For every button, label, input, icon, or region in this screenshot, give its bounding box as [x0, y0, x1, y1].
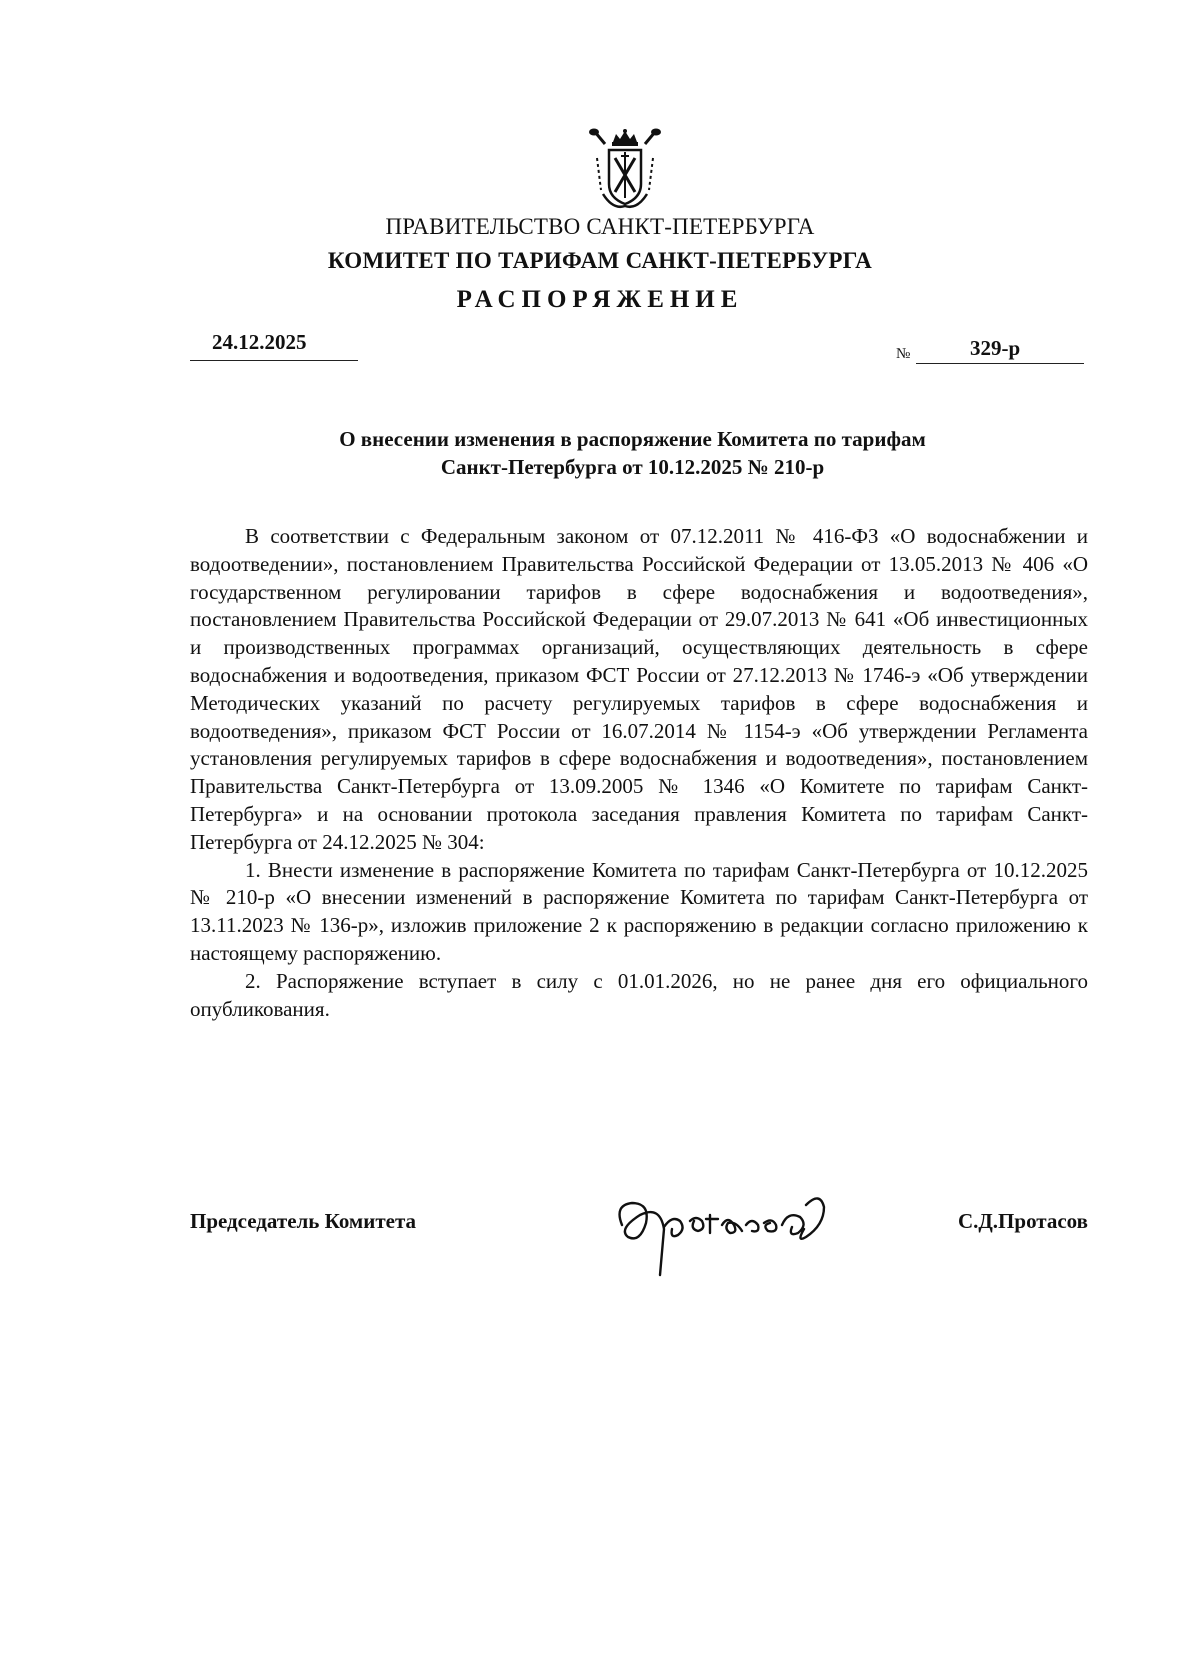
title-line-2: Санкт-Петербурга от 10.12.2025 № 210-р — [440, 455, 825, 479]
government-name: ПРАВИТЕЛЬСТВО САНКТ-ПЕТЕРБУРГА — [385, 214, 815, 239]
date-underline — [190, 360, 358, 361]
document-date: 24.12.2025 — [212, 330, 307, 354]
handwritten-signature — [610, 1185, 850, 1280]
committee-name: КОМИТЕТ ПО ТАРИФАМ САНКТ-ПЕТЕРБУРГА — [327, 248, 873, 273]
st-petersburg-coat-of-arms-icon — [585, 128, 665, 213]
title-line-1: О внесении изменения в распоряжение Комитета по тарифам — [339, 427, 926, 451]
signatory-role: Председатель Комитета — [190, 1209, 417, 1233]
signatory-name: С.Д.Протасов — [957, 1209, 1088, 1233]
document-title — [190, 425, 1075, 481]
item-2-paragraph: 2. Распоряжение вступает в силу с 01.01.2026, но не ранее дня его официального опубликования. — [190, 968, 1088, 1021]
item-1-paragraph: 1. Внести изменение в распоряжение Комитета по тарифам Санкт-Петербурга от 10.12.2025 № 210-р «О внесении изменений в распоряжение Комитета по тарифам Санкт-Петербурга от 13.11.2023 № 136-р», изложив приложение 2 к распоряжению в редакции согласно приложению к настоящему распоряжению. — [190, 857, 1088, 965]
number-sign: № — [896, 346, 911, 362]
document-type: РАСПОРЯЖЕНИЕ — [456, 286, 744, 313]
document-body — [190, 523, 1088, 1023]
number-underline — [916, 363, 1084, 364]
document-number: 329-р — [970, 336, 1021, 360]
preamble-paragraph: В соответствии с Федеральным законом от 07.12.2011 № 416-ФЗ «О водоснабжении и водоотведении», постановлением Правительства Российской Федерации от 13.05.2013 № 406 «О государственном регулировании тарифов в сфере водоснабжения и водоотведения», постановлением Правительства Российской Федерации от 29.07.2013 № 641 «Об инвестиционных и производственных программах организаций, осуществляющих деятельность в сфере водоснабжения и водоотведения, приказом ФСТ России от 27.12.2013 № 1746-э «Об утверждении Методических указаний по расчету регулируемых тарифов в сфере водоснабжения и водоотведения», приказом ФСТ России от 16.07.2014 № 1154-э «Об утверждении Регламента установления регулируемых тарифов в сфере водоснабжения и водоотведения», постановлением Правительства Санкт-Петербурга от 13.09.2005 № 1346 «О Комитете по тарифам Санкт-Петербурга» и на основании протокола заседания правления Комитета по тарифам Санкт-Петербурга от 24.12.2025 № 304: — [190, 524, 1088, 854]
signature-block — [190, 1195, 1088, 1275]
